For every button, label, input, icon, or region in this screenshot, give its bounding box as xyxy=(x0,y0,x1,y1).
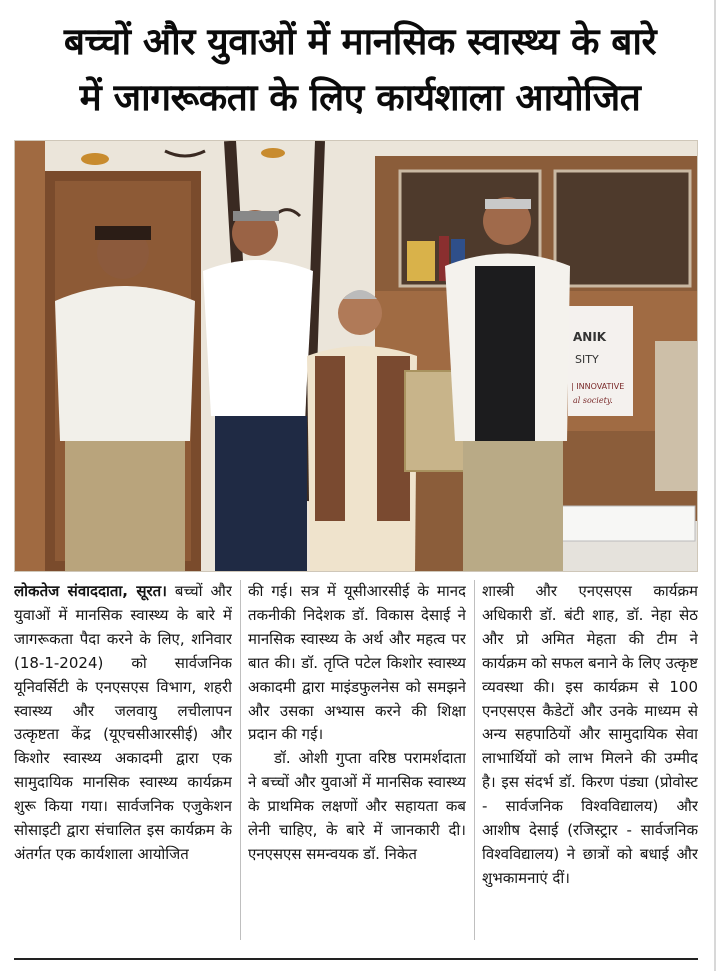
column-3-text: शास्त्री और एनएसएस कार्यक्रम अधिकारी डॉ. बंटी शाह, डॉ. नेहा सेठ और प्रो अमित मेहता की टीम ने कार्यक्रम को सफल बनाने के लिए उत्कृष्ट व्यवस्था की। इस कार्यक्रम से 100 एनएसएस कैडेटों और उनके माध्यम से अन्य सहपाठियों और सामुदायिक सेवा लाभार्थियों को लाभ मिलने की उम्मीद है। इस संदर्भ डॉ. किरण पंड्या (प्रोवोस्ट - सार्वजनिक विश्वविद्यालय) और आशीष देसाई (रजिस्ट्रार - सार्वजनिक विश्वविद्यालय) ने छात्रों को बधाई और शुभकामनाएं दीं। xyxy=(482,582,698,887)
article-column-2 xyxy=(248,580,466,940)
banner-text-2: SITY xyxy=(575,353,599,366)
banner-text-1: ANIK xyxy=(573,330,607,344)
banner-text-4: al society. xyxy=(573,396,613,405)
column-1-text: बच्चों और युवाओं में मानसिक स्वास्थ्य के बारे में जागरूकता पैदा करने के लिए, शनिवार (18-1-2024) को सार्वजनिक यूनिवर्सिटी के एनएसएस विभाग, शहरी स्वास्थ्य और जलवायु लचीलापन उत्कृष्टता केंद्र (यूएचसीआरसीई) और किशोर स्वास्थ्य अकादमी द्वारा एक सामुदायिक मानसिक स्वास्थ्य कार्यक्रम शुरू किया गया। सार्वजनिक एजुकेशन सोसाइटी द्वारा संचालित इस कार्यक्रम के अंतर्गत एक कार्यशाला आयोजित xyxy=(14,582,232,863)
column-divider xyxy=(240,580,241,940)
headline-line-1: बच्चों और युवाओं में मानसिक स्वास्थ्य के बारे xyxy=(63,20,657,63)
column-divider xyxy=(474,580,475,940)
article-column-3 xyxy=(482,580,698,940)
bottom-rule xyxy=(14,958,698,960)
banner-text-3: | INNOVATIVE xyxy=(571,382,625,391)
article-column-1 xyxy=(14,580,232,940)
column-2-paragraph-1: की गई। सत्र में यूसीआरसीई के मानद तकनीकी निदेशक डॉ. विकास देसाई ने मानसिक स्वास्थ्य के अर्थ और महत्व पर बात की। डॉ. तृप्ति पटेल किशोर स्वास्थ्य अकादमी द्वारा माइंडफुलनेस को समझने और उसका अभ्यास करने की शिक्षा प्रदान की गई। xyxy=(248,582,466,744)
column-2-paragraph-2: डॉ. ओशी गुप्ता वरिष्ठ परामर्शदाता ने बच्चों और युवाओं में मानसिक स्वास्थ्य के प्राथमिक लक्षणों और सहायता कब लेनी चाहिए, के बारे में जानकारी दी। एनएसएस समन्वयक डॉ. निकेत xyxy=(248,749,466,863)
news-photo xyxy=(14,140,698,572)
page-edge xyxy=(714,0,716,971)
headline xyxy=(10,14,710,126)
headline-line-2: में जागरूकता के लिए कार्यशाला आयोजित xyxy=(79,76,641,119)
byline: लोकतेज संवाददाता, सूरत। xyxy=(14,582,167,600)
